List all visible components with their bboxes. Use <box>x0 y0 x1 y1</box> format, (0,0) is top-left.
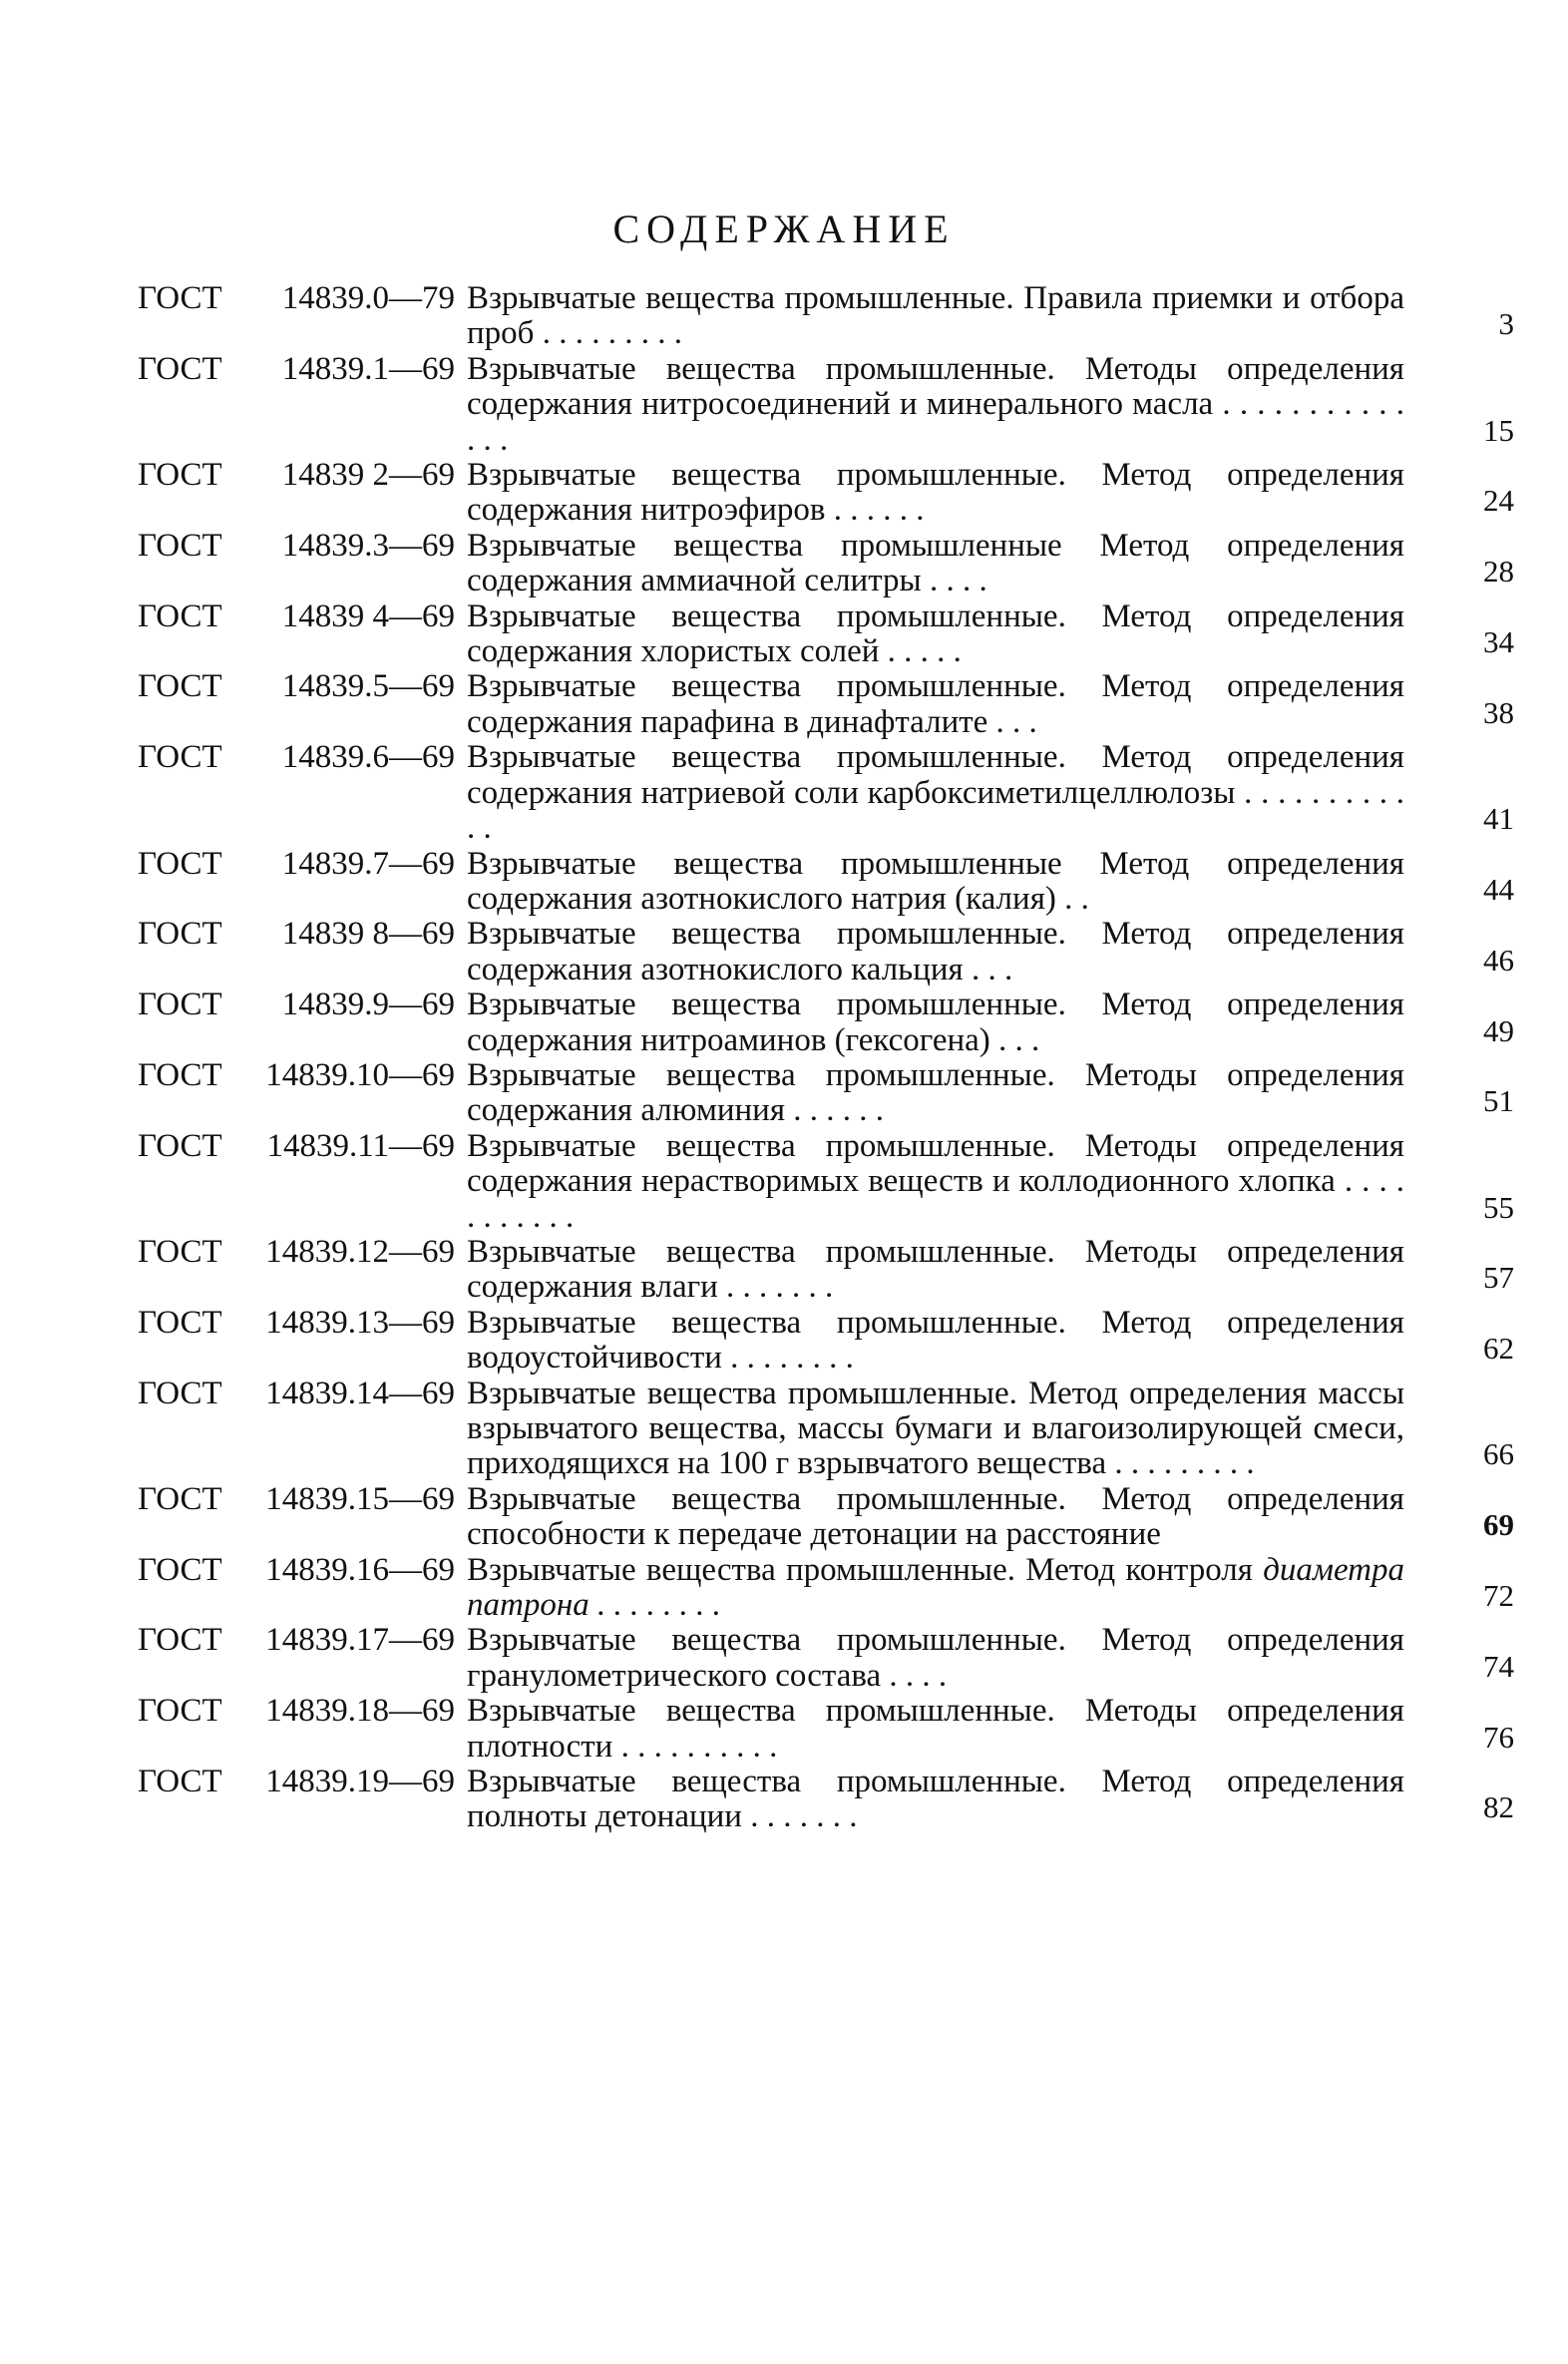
entry-label: ГОСТ <box>138 1056 222 1093</box>
entry-label: ГОСТ <box>138 1233 222 1270</box>
toc-entry <box>138 281 1514 352</box>
entry-page: 66 <box>1483 1436 1514 1472</box>
entry-text-italic: диаметра патрона . . . . . . . . <box>467 1551 1404 1624</box>
entry-page: 46 <box>1483 942 1514 978</box>
entry-number: 14839.17—69 <box>265 1622 455 1659</box>
entry-number: 14839.16—69 <box>265 1551 455 1588</box>
entry-page: 28 <box>1483 554 1514 590</box>
entry-text: Взрывчатые вещества промышленные. Метод определения массы взрывчатого вещества, массы бумаги и влагоизолирующей смеси, приходящихся на 100 г взрывчатого вещества . . . . . . . . . <box>467 1375 1404 1482</box>
toc-entry <box>138 352 1514 458</box>
entry-label: ГОСТ <box>138 1622 222 1659</box>
entry-text: Взрывчатые вещества промышленные. Метод определения содержания парафина в динафталите . . . <box>467 668 1404 740</box>
entry-label: ГОСТ <box>138 280 222 316</box>
entry-number: 14839.6—69 <box>281 739 455 776</box>
entry-number: 14839.18—69 <box>265 1693 455 1730</box>
toc-entry <box>138 1377 1514 1482</box>
toc-entry <box>138 917 1514 987</box>
entry-text: Взрывчатые вещества промышленные. Метод определения полноты детонации . . . . . . . <box>467 1764 1404 1835</box>
entry-number: 14839.14—69 <box>265 1375 455 1411</box>
entry-page: 49 <box>1483 1012 1514 1048</box>
entry-label: ГОСТ <box>138 668 222 705</box>
entry-label: ГОСТ <box>138 350 222 387</box>
entry-page: 74 <box>1483 1648 1514 1684</box>
entry-page: 44 <box>1483 871 1514 907</box>
entry-text: Взрывчатые вещества промышленные Метод определения содержания азотнокислого натрия (калия) . . <box>467 845 1404 917</box>
entry-label: ГОСТ <box>138 1375 222 1411</box>
page-title: СОДЕРЖАНИЕ <box>612 206 956 251</box>
entry-label: ГОСТ <box>138 527 222 564</box>
entry-number: 14839.9—69 <box>281 986 455 1023</box>
entry-number: 14839.12—69 <box>265 1233 455 1270</box>
entry-label: ГОСТ <box>138 1764 222 1800</box>
entry-text: Взрывчатые вещества промышленные. Метод определения содержания натриевой соли карбоксиметилцеллюлозы . . . . . . . . . . . . <box>467 739 1404 847</box>
toc-entry <box>138 1235 1514 1306</box>
entry-number: 14839.5—69 <box>281 668 455 705</box>
entry-page: 51 <box>1483 1083 1514 1119</box>
entry-text: Взрывчатые вещества промышленные. Метод определения гранулометрического состава . . . . <box>467 1622 1404 1694</box>
entry-number: 14839 4—69 <box>281 597 455 634</box>
entry-label: ГОСТ <box>138 1127 222 1164</box>
entry-text: Взрывчатые вещества промышленные. Метод определения водоустойчивости . . . . . . . . <box>467 1304 1404 1377</box>
entry-number: 14839.11—69 <box>266 1127 455 1164</box>
entry-label: ГОСТ <box>138 739 222 776</box>
toc-entry <box>138 740 1514 846</box>
entry-text: Взрывчатые вещества промышленные. Методы определения плотности . . . . . . . . . . <box>467 1693 1404 1765</box>
entry-text: Взрывчатые вещества промышленные. Методы определения содержания влаги . . . . . . . <box>467 1233 1404 1306</box>
entry-label: ГОСТ <box>138 1551 222 1588</box>
entry-number: 14839.19—69 <box>265 1764 455 1800</box>
entry-label: ГОСТ <box>138 845 222 882</box>
toc-entry <box>138 1058 1514 1129</box>
entry-page: 3 <box>1498 306 1514 342</box>
entry-text <box>467 1553 1404 1624</box>
entry-page: 38 <box>1483 694 1514 730</box>
toc-entry <box>138 1694 1514 1765</box>
entry-text: Взрывчатые вещества промышленные. Метод определения содержания азотнокислого кальция . . . <box>467 916 1404 987</box>
entry-page: 15 <box>1483 412 1514 448</box>
toc-entry <box>138 599 1514 670</box>
entry-number: 14839.3—69 <box>281 527 455 564</box>
entry-page: 62 <box>1483 1331 1514 1367</box>
entry-text: Взрывчатые вещества промышленные Метод определения содержания аммиачной селитры . . . . <box>467 527 1404 599</box>
entry-label: ГОСТ <box>138 1304 222 1341</box>
entry-page: 41 <box>1483 801 1514 837</box>
entry-text: Взрывчатые вещества промышленные. Правила приемки и отбора проб . . . . . . . . . <box>467 280 1404 352</box>
entry-text: Взрывчатые вещества промышленные. Метод определения содержания хлористых солей . . . . . <box>467 597 1404 670</box>
entry-text: Взрывчатые вещества промышленные. Методы определения содержания нитросоединений и минерального масла . . . . . . . . . . . . . . <box>467 350 1404 458</box>
entry-label: ГОСТ <box>138 916 222 953</box>
entry-page: 57 <box>1483 1260 1514 1296</box>
entry-number: 14839.10—69 <box>265 1056 455 1093</box>
toc-entry <box>138 1553 1514 1624</box>
toc-entry <box>138 1482 1514 1553</box>
entry-page: 34 <box>1483 624 1514 660</box>
entry-text: Взрывчатые вещества промышленные. Метод определения содержания нитроэфиров . . . . . . <box>467 457 1404 529</box>
entry-number: 14839 8—69 <box>281 916 455 953</box>
entry-number: 14839.1—69 <box>281 350 455 387</box>
toc-entry <box>138 847 1514 918</box>
toc-entry <box>138 1765 1514 1835</box>
toc-entry <box>138 1129 1514 1235</box>
toc-entry <box>138 1623 1514 1694</box>
entry-number: 14839.13—69 <box>265 1304 455 1341</box>
entry-number: 14839.15—69 <box>265 1480 455 1517</box>
toc-entry <box>138 669 1514 740</box>
entry-label: ГОСТ <box>138 597 222 634</box>
entry-page: 24 <box>1483 483 1514 519</box>
entry-text-main: Взрывчатые вещества промышленные. Метод контроля <box>467 1551 1253 1588</box>
toc-entry <box>138 1306 1514 1377</box>
entry-page: 72 <box>1483 1578 1514 1614</box>
entry-page: 76 <box>1483 1719 1514 1755</box>
toc-entry <box>138 529 1514 599</box>
entry-number: 14839 2—69 <box>281 457 455 494</box>
entry-label: ГОСТ <box>138 1480 222 1517</box>
entry-text: Взрывчатые вещества промышленные. Методы определения содержания нерастворимых веществ и коллодионного хлопка . . . . . . . . . . . <box>467 1127 1404 1235</box>
entry-text: Взрывчатые вещества промышленные. Метод определения способности к передаче детонации на расстояние <box>467 1480 1404 1553</box>
entry-page: 82 <box>1483 1789 1514 1825</box>
toc-entry <box>138 458 1514 529</box>
toc-entry <box>138 987 1514 1058</box>
entry-text: Взрывчатые вещества промышленные. Методы определения содержания алюминия . . . . . . <box>467 1056 1404 1129</box>
table-of-contents <box>138 281 1514 1835</box>
entry-page: 55 <box>1483 1189 1514 1225</box>
entry-label: ГОСТ <box>138 457 222 494</box>
entry-number: 14839.0—79 <box>281 280 455 316</box>
entry-text: Взрывчатые вещества промышленные. Метод определения содержания нитроаминов (гексогена) . . . <box>467 986 1404 1058</box>
entry-number: 14839.7—69 <box>281 845 455 882</box>
entry-label: ГОСТ <box>138 1693 222 1730</box>
entry-page: 69 <box>1483 1507 1514 1543</box>
entry-label: ГОСТ <box>138 986 222 1023</box>
